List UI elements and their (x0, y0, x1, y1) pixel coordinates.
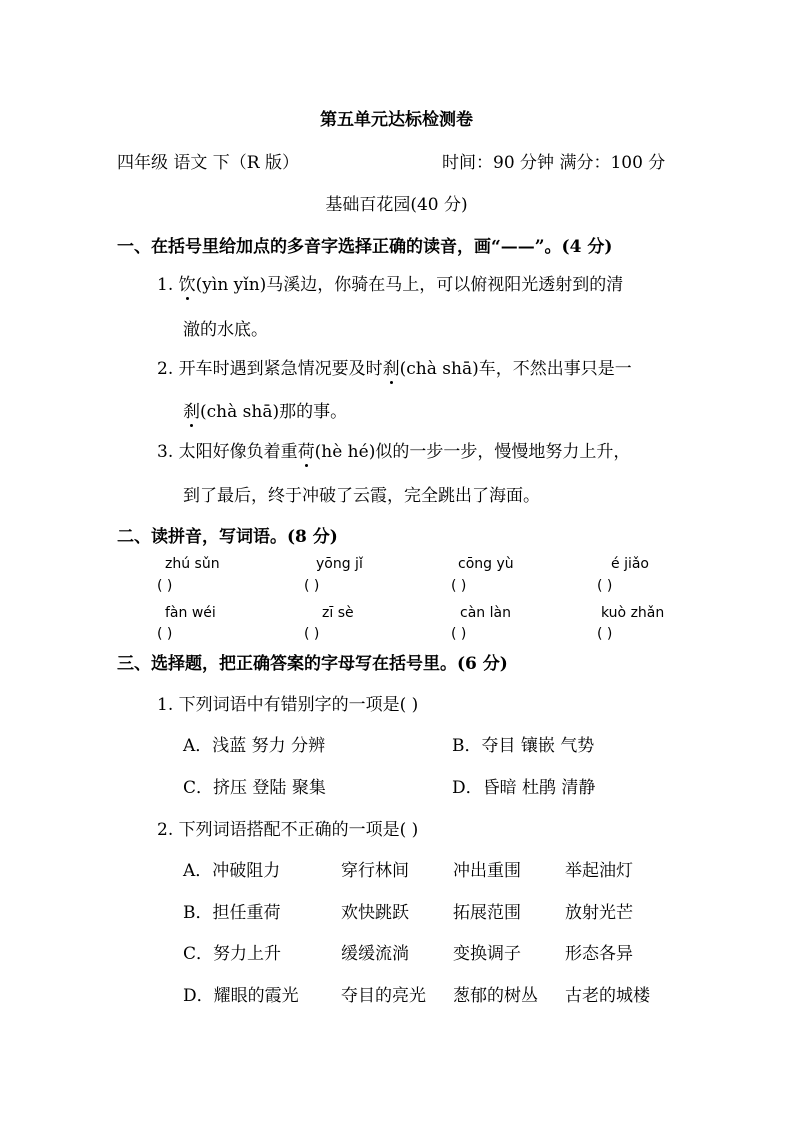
grade-label: 四年级 语文 下（R 版） (117, 153, 300, 173)
q1-item-2-text: (chà shā)车，不然出事只是一 (399, 359, 632, 379)
q3-item-2-option-b-3: 拓展范围 (453, 903, 521, 923)
q1-item-2-line1 (157, 354, 632, 379)
q3-item-2-text: 下列词语搭配不正确的一项是( ) (178, 820, 419, 840)
q3-item-1-option-a: A．浅蓝 努力 分辨 (183, 736, 326, 756)
q3-item-1-stem (157, 690, 418, 715)
q1-item-2-text-2: (chà shā)那的事。 (200, 402, 348, 422)
q3-item-2-option-a-4: 举起油灯 (565, 861, 633, 881)
pinyin-6: zī sè (322, 605, 354, 621)
answer-blank[interactable]: ( ) (157, 578, 173, 594)
section-title: 基础百花园(40 分) (325, 195, 468, 215)
q1-item-3-dotted-char: 荷 (298, 437, 315, 462)
q3-item-1-option-c: C．挤压 登陆 聚集 (183, 778, 326, 798)
q1-item-2-dotted-char: 刹 (383, 354, 400, 379)
q3-item-2-option-a-3: 冲出重围 (453, 861, 521, 881)
pinyin-8: kuò zhǎn (601, 605, 665, 621)
q1-item-3-num: 3. (157, 442, 174, 462)
q1-item-2-dotted-char-2: 刹 (183, 397, 200, 422)
q3-item-2-option-a-1: A．冲破阻力 (183, 861, 281, 881)
pinyin-5: fàn wéi (165, 605, 216, 621)
q1-item-1-text: (yìn yǐn)马溪边，你骑在马上，可以俯视阳光透射到的清 (195, 275, 624, 295)
pinyin-1: zhú sǔn (165, 556, 220, 572)
q1-item-1-line2: 澈的水底。 (183, 320, 268, 340)
q1-item-1-num: 1. (157, 275, 174, 295)
q3-item-2-num: 2. (157, 820, 174, 840)
pinyin-3: cōng yù (458, 556, 514, 572)
answer-blank[interactable]: ( ) (157, 626, 173, 642)
q3-item-2-option-c-1: C．努力上升 (183, 944, 282, 964)
q3-item-1-num: 1. (157, 695, 174, 715)
q1-item-3-pre: 太阳好像负着重 (178, 442, 298, 462)
answer-blank[interactable]: ( ) (304, 626, 320, 642)
q3-item-2-option-d-4: 古老的城楼 (565, 986, 650, 1006)
pinyin-7: càn làn (460, 605, 511, 621)
q3-item-2-option-d-2: 夺目的亮光 (341, 986, 426, 1006)
answer-blank[interactable]: ( ) (451, 578, 467, 594)
q3-item-2-option-c-2: 缓缓流淌 (341, 944, 409, 964)
q3-item-1-option-b: B．夺目 镶嵌 气势 (452, 736, 595, 756)
q3-item-2-option-b-2: 欢快跳跃 (341, 903, 409, 923)
q1-item-3-line2: 到了最后，终于冲破了云霞，完全跳出了海面。 (183, 486, 540, 506)
answer-blank[interactable]: ( ) (597, 578, 613, 594)
q3-item-1-option-d: D．昏暗 杜鹃 清静 (452, 778, 596, 798)
q1-item-3-line1 (157, 437, 630, 462)
q1-heading: 一、在括号里给加点的多音字选择正确的读音，画“——”。(4 分) (117, 237, 613, 257)
q3-item-2-option-a-2: 穿行林间 (341, 861, 409, 881)
q3-item-2-option-c-3: 变换调子 (453, 944, 521, 964)
q1-item-1-line1 (157, 270, 623, 295)
pinyin-4: é jiǎo (611, 556, 649, 572)
q1-item-2-line2 (183, 397, 347, 422)
q3-item-2-option-d-3: 葱郁的树丛 (453, 986, 538, 1006)
q3-item-1-text: 下列词语中有错别字的一项是( ) (178, 695, 419, 715)
answer-blank[interactable]: ( ) (597, 626, 613, 642)
q1-item-2-pre: 开车时遇到紧急情况要及时 (178, 359, 383, 379)
q3-heading: 三、选择题，把正确答案的字母写在括号里。(6 分) (117, 654, 508, 674)
time-score-label: 时间：90 分钟 满分：100 分 (442, 153, 666, 173)
q3-item-2-stem (157, 815, 418, 840)
q1-item-3-text: (hè hé)似的一步一步，慢慢地努力上升， (314, 442, 631, 462)
answer-blank[interactable]: ( ) (451, 626, 467, 642)
q1-item-2-num: 2. (157, 359, 174, 379)
q3-item-2-option-b-4: 放射光芒 (565, 903, 633, 923)
answer-blank[interactable]: ( ) (304, 578, 320, 594)
q3-item-2-option-d-1: D．耀眼的霞光 (183, 986, 299, 1006)
q1-item-1-dotted-char: 饮 (179, 270, 196, 295)
q3-item-2-option-b-1: B．担任重荷 (183, 903, 281, 923)
page-title: 第五单元达标检测卷 (320, 110, 473, 130)
q3-item-2-option-c-4: 形态各异 (565, 944, 633, 964)
q2-heading: 二、读拼音，写词语。(8 分) (117, 527, 338, 547)
pinyin-2: yōng jǐ (316, 556, 363, 572)
